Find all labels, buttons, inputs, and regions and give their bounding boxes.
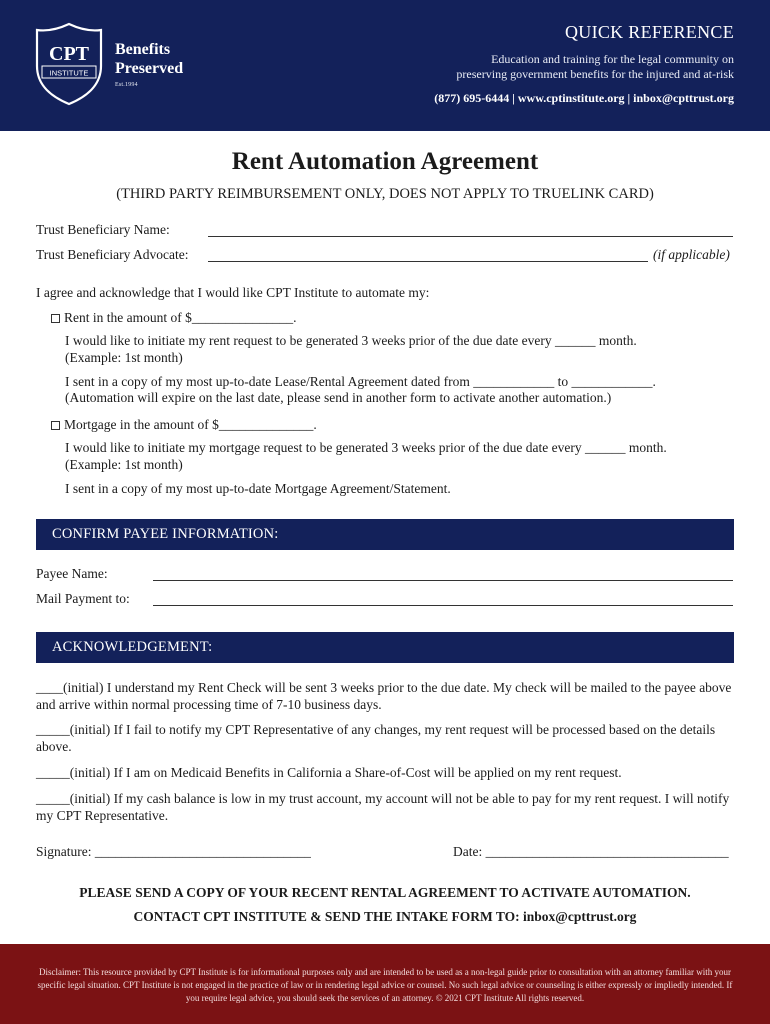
payee-section-header: CONFIRM PAYEE INFORMATION:: [36, 519, 734, 550]
established-year: Est.1994: [115, 82, 138, 88]
signature-field[interactable]: Signature: ________________________________: [36, 844, 311, 859]
ack-item-3: _____(initial) If I am on Medicaid Benefits in California a Share-of-Cost will be applied on my rent request.: [36, 765, 622, 780]
mortgage-checkbox[interactable]: [51, 421, 60, 430]
beneficiary-advocate-label: Trust Beneficiary Advocate:: [36, 247, 189, 262]
header-banner: [0, 0, 770, 131]
mail-payment-field[interactable]: [153, 605, 733, 606]
notice-contact: CONTACT CPT INSTITUTE & SEND THE INTAKE FORM TO: inbox@cpttrust.org: [133, 909, 637, 924]
rent-checkbox-label: Rent in the amount of $_______________.: [64, 310, 297, 325]
ack-item-2: _____(initial) If I fail to notify my CPT Representative of any changes, my rent request will be processed based on the details above.: [36, 722, 716, 754]
rent-checkbox[interactable]: [51, 314, 60, 323]
acknowledgement-section-header: ACKNOWLEDGEMENT:: [36, 632, 734, 663]
mortgage-checkbox-label: Mortgage in the amount of $______________.: [64, 417, 317, 432]
brand-line1: Benefits: [115, 41, 171, 58]
mortgage-line2: (Example: 1st month): [65, 457, 183, 472]
rent-line3: I sent in a copy of my most up-to-date Lease/Rental Agreement dated from ____________ to ____________.: [65, 374, 656, 389]
payee-name-field[interactable]: [153, 580, 733, 581]
quick-reference-title: QUICK REFERENCE: [564, 22, 734, 42]
rent-option[interactable]: [51, 310, 296, 326]
document-subtitle: (THIRD PARTY REIMBURSEMENT ONLY, DOES NOT APPLY TO TRUELINK CARD): [116, 186, 654, 202]
mortgage-option[interactable]: [51, 417, 317, 433]
document-title: Rent Automation Agreement: [231, 148, 539, 175]
footer-disclaimer-bar: [0, 944, 770, 1024]
ack-item-1: ____(initial) I understand my Rent Check will be sent 3 weeks prior to the due date. My check will be mailed to the payee above and arrive within normal processing time of 7-10 business days.: [36, 680, 732, 712]
mail-payment-label: Mail Payment to:: [36, 591, 130, 606]
disclaimer-text: Disclaimer: This resource provided by CPT Institute is for informational purposes only and are intended to be used as a non-legal guide prior to consultation with an attorney familiar with your specific legal situation. CPT Institute is not engaged in the practice of law or in rendering legal advice or counsel. No such legal advice or counseling is either expressly or impliedly intended. If you require legal advice, you should seek the services of an attorney. © 2021 CPT Institute All rights reserved.: [37, 967, 733, 1003]
tagline-line2: preserving government benefits for the injured and at-risk: [456, 67, 734, 81]
rent-line4: (Automation will expire on the last date, please send in another form to activate another automation.): [65, 390, 612, 405]
tagline-line1: Education and training for the legal community on: [491, 52, 734, 66]
mortgage-line3: I sent in a copy of my most up-to-date Mortgage Agreement/Statement.: [65, 481, 451, 496]
brand-name: [115, 40, 183, 78]
rent-line2: (Example: 1st month): [65, 350, 183, 365]
beneficiary-name-label: Trust Beneficiary Name:: [36, 222, 170, 237]
mortgage-line1: I would like to initiate my mortgage request to be generated 3 weeks prior of the due date every ______ month.: [65, 440, 667, 455]
agree-text: I agree and acknowledge that I would like CPT Institute to automate my:: [36, 285, 430, 300]
rent-line1: I would like to initiate my rent request to be generated 3 weeks prior of the due date every ______ month.: [65, 333, 637, 348]
header-tagline: [394, 52, 734, 82]
date-field[interactable]: Date: ____________________________________: [453, 844, 729, 859]
header-contact: (877) 695-6444 | www.cptinstitute.org | inbox@cpttrust.org: [434, 91, 734, 105]
notice-send-copy: PLEASE SEND A COPY OF YOUR RECENT RENTAL AGREEMENT TO ACTIVATE AUTOMATION.: [79, 885, 691, 900]
payee-name-label: Payee Name:: [36, 566, 108, 581]
if-applicable-note: (if applicable): [653, 247, 730, 262]
beneficiary-name-field[interactable]: [208, 236, 733, 237]
logo-sub: INSTITUTE: [49, 68, 89, 78]
logo-letters: CPT: [49, 43, 89, 65]
ack-item-4: _____(initial) If my cash balance is low in my trust account, my account will not be able to pay for my rent request. I will notify my CPT Representative.: [36, 791, 730, 823]
beneficiary-advocate-field[interactable]: [208, 261, 648, 262]
brand-line2: Preserved: [115, 60, 184, 77]
shield-logo-icon: [34, 22, 104, 106]
